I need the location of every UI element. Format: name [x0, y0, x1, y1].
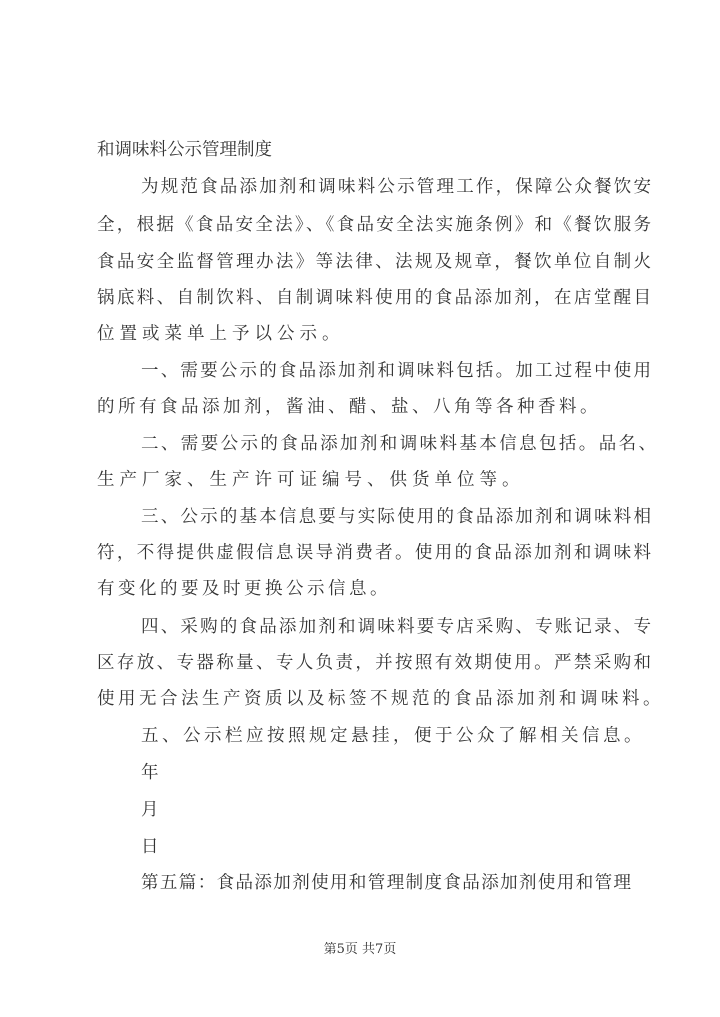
text-line: 食品安全监督管理办法》等法律、法规及规章，餐饮单位自制火 — [97, 252, 651, 272]
text-line: 锅底料、自制饮料、自制调味料使用的食品添加剂，在店堂醒目 — [97, 288, 651, 308]
text-line: 第五篇：食品添加剂使用和管理制度食品添加剂使用和管理 — [141, 873, 631, 893]
text-line: 有变化的要及时更换公示信息。 — [97, 579, 391, 599]
text-line: 二、需要公示的食品添加剂和调味料基本信息包括。品名、 — [141, 434, 656, 454]
text-line: 年 — [141, 763, 159, 783]
text-line: 区存放、专器称量、专人负责，并按照有效期使用。严禁采购和 — [97, 653, 651, 673]
text-line: 生产厂家、生产许可证编号、供货单位等。 — [97, 470, 525, 490]
text-line: 全，根据《食品安全法》、《食品安全法实施条例》和《餐饮服务 — [97, 215, 651, 235]
text-line: 三、公示的基本信息要与实际使用的食品添加剂和调味料相 — [141, 507, 651, 527]
text-line: 位置或菜单上予以公示。 — [97, 324, 345, 344]
text-line: 日 — [141, 837, 159, 857]
text-line: 一、需要公示的食品添加剂和调味料包括。加工过程中使用 — [141, 361, 651, 381]
text-line: 月 — [141, 800, 159, 820]
text-line: 五、公示栏应按照规定悬挂，便于公众了解相关信息。 — [141, 726, 645, 746]
text-line: 的所有食品添加剂，酱油、醋、盐、八角等各种香料。 — [97, 397, 601, 417]
text-line: 为规范食品添加剂和调味料公示管理工作，保障公众餐饮安 — [141, 177, 651, 197]
page-number-footer: 第5页 共7页 — [323, 942, 397, 957]
text-line: 使用无合法生产资质以及标签不规范的食品添加剂和调味料。 — [97, 689, 664, 709]
text-line: 和调味料公示管理制度 — [97, 140, 272, 160]
text-line: 四、采购的食品添加剂和调味料要专店采购、专账记录、专 — [141, 617, 651, 637]
text-line: 符，不得提供虚假信息误导消费者。使用的食品添加剂和调味料 — [97, 543, 651, 563]
